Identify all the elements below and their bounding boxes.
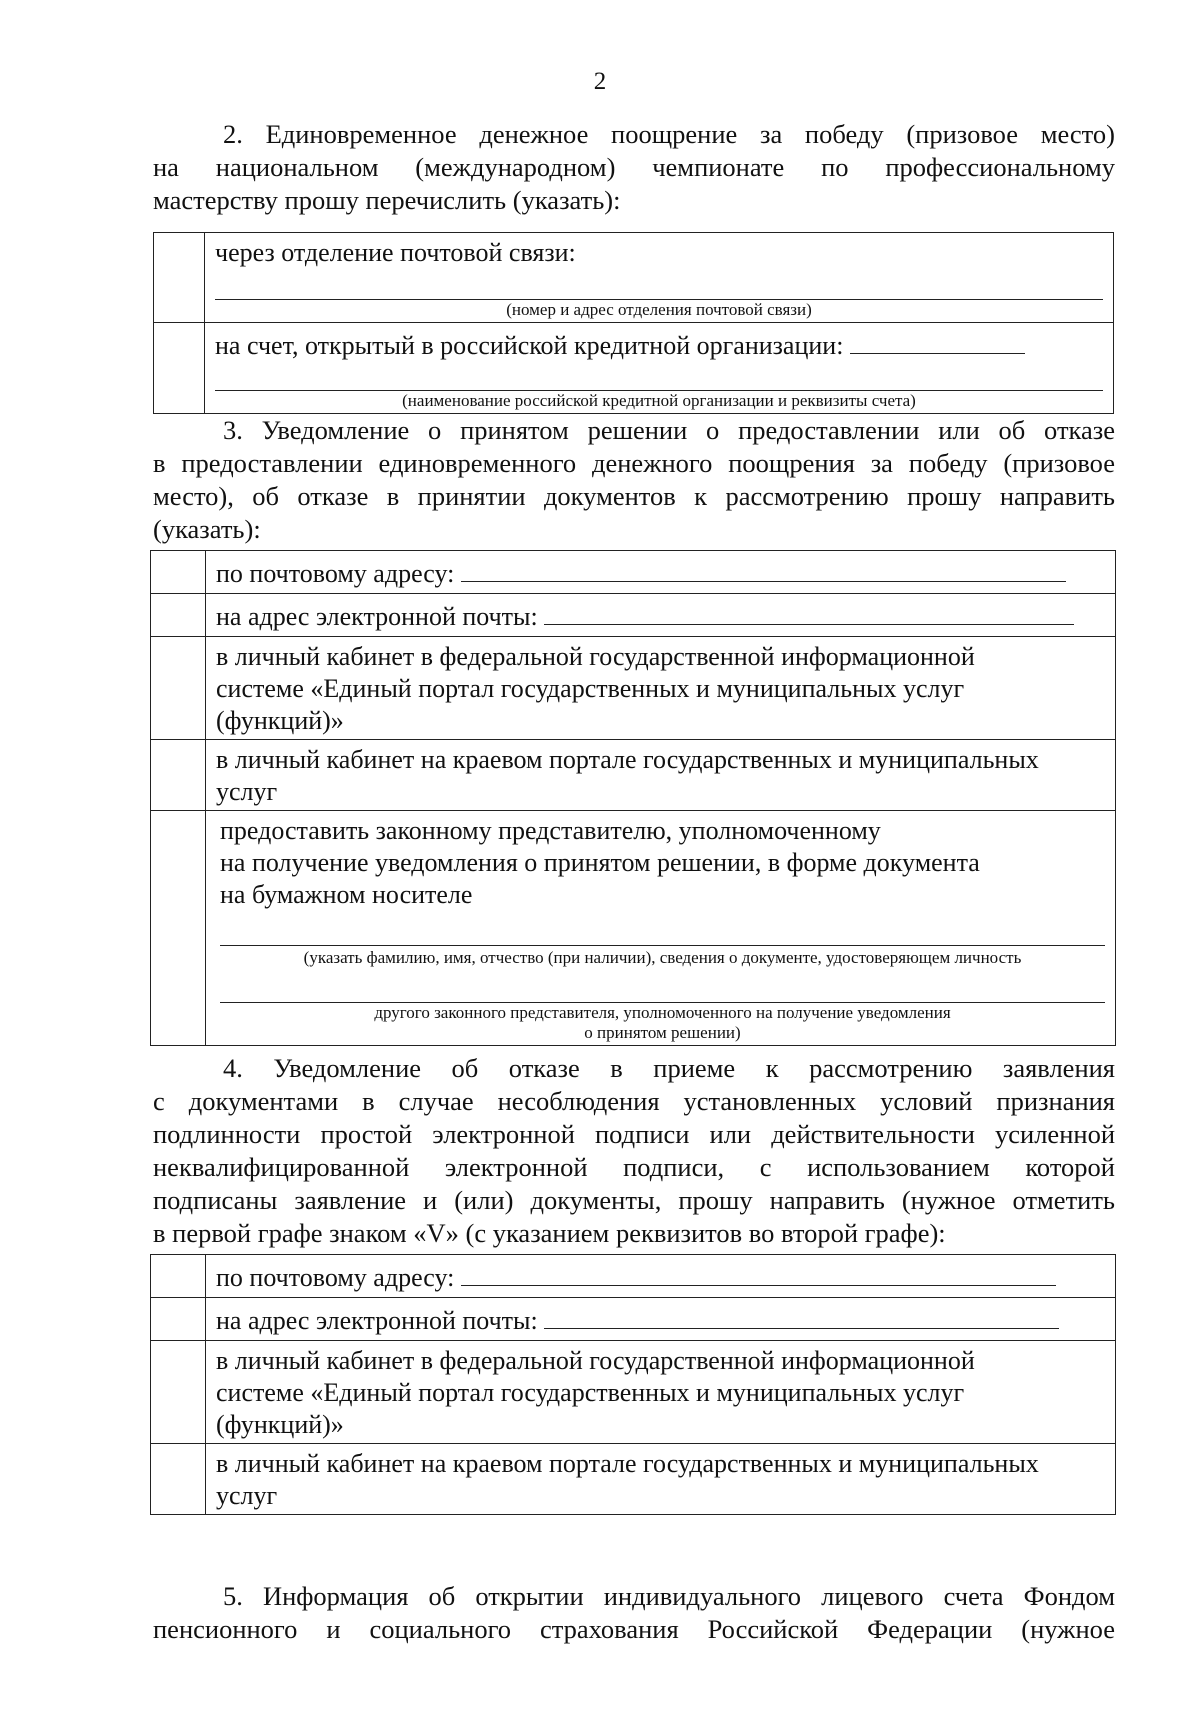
fill-line[interactable] <box>220 980 1105 1003</box>
fill-line[interactable] <box>461 555 1066 582</box>
option-postal-address <box>206 551 1116 594</box>
field-caption: (номер и адрес отделения почтовой связи) <box>506 300 812 319</box>
option-regional-portal-cabinet <box>206 740 1116 811</box>
section-4-line: в первой графе знаком «V» (с указанием реквизитов во второй графе): <box>153 1218 946 1248</box>
fill-line[interactable] <box>461 1259 1056 1286</box>
option-label: по почтовому адресу: <box>216 1263 455 1292</box>
option-checkbox-cell[interactable] <box>151 1341 206 1444</box>
option-gosuslugi-cabinet <box>206 637 1116 740</box>
option-text-line: предоставить законному представителю, уполномоченному <box>220 816 881 845</box>
section-4-line: подписаны заявление и (или) документы, прошу направить (нужное отметить <box>153 1185 1115 1215</box>
fill-line[interactable] <box>544 598 1074 625</box>
option-checkbox-cell[interactable] <box>151 1444 206 1515</box>
option-text-line: (функций)» <box>216 1410 344 1439</box>
option-checkbox-cell[interactable] <box>151 1298 206 1341</box>
field-caption: (указать фамилию, имя, отчество (при наличии), сведения о документе, удостоверяющем личность <box>303 948 1022 967</box>
section-4-line: подлинности простой электронной подписи или действительности усиленной <box>153 1119 1115 1149</box>
section-3-text <box>153 414 1115 546</box>
option-gosuslugi-cabinet <box>206 1341 1116 1444</box>
section-5-line: пенсионного и социального страхования Российской Федерации (нужное <box>153 1614 1115 1644</box>
option-checkbox-cell[interactable] <box>154 233 205 323</box>
section-2-text <box>153 118 1115 217</box>
field-caption: (наименование российской кредитной организации и реквизиты счета) <box>402 391 916 410</box>
fill-line[interactable] <box>220 923 1105 946</box>
option-text-line: в личный кабинет на краевом портале государственных и муниципальных <box>216 1449 1039 1478</box>
option-email <box>206 1298 1116 1341</box>
option-text-line: системе «Единый портал государственных и муниципальных услуг <box>216 1378 965 1407</box>
section-5-line: 5. Информация об открытии индивидуального лицевого счета Фондом <box>223 1581 1115 1611</box>
option-checkbox-cell[interactable] <box>154 323 205 414</box>
section-4-options-table <box>150 1254 1116 1515</box>
option-text-line: услуг <box>216 1481 278 1510</box>
fill-line[interactable] <box>215 368 1103 391</box>
option-checkbox-cell[interactable] <box>151 740 206 811</box>
option-postal-office <box>205 233 1114 323</box>
section-2-line: на национальном (международном) чемпионате по профессиональному <box>153 152 1115 182</box>
field-caption: о принятом решении) <box>584 1023 741 1042</box>
option-text-line: в личный кабинет в федеральной государственной информационной <box>216 642 975 671</box>
section-2-line: 2. Единовременное денежное поощрение за победу (призовое место) <box>223 119 1115 149</box>
field-caption: другого законного представителя, уполномоченного на получение уведомления <box>374 1003 951 1022</box>
option-email <box>206 594 1116 637</box>
option-text-line: в личный кабинет в федеральной государственной информационной <box>216 1346 975 1375</box>
option-text-line: на получение уведомления о принятом решении, в форме документа <box>220 848 980 877</box>
option-text-line: (функций)» <box>216 706 344 735</box>
page-number: 2 <box>593 68 607 95</box>
option-legal-representative <box>206 811 1116 1046</box>
section-4-line: неквалифицированной электронной подписи, с использованием которой <box>153 1152 1115 1182</box>
option-text-line: услуг <box>216 777 278 806</box>
section-3-line: 3. Уведомление о принятом решении о предоставлении или об отказе <box>223 415 1115 445</box>
option-label: на счет, открытый в российской кредитной организации: <box>215 327 1103 362</box>
section-4-line: с документами в случае несоблюдения установленных условий признания <box>153 1086 1115 1116</box>
fill-line[interactable] <box>850 327 1025 354</box>
section-4-line: 4. Уведомление об отказе в приеме к рассмотрению заявления <box>223 1053 1115 1083</box>
fill-line[interactable] <box>544 1302 1059 1329</box>
option-regional-portal-cabinet <box>206 1444 1116 1515</box>
option-label: на адрес электронной почты: <box>216 1306 538 1335</box>
section-3-line: в предоставлении единовременного денежного поощрения за победу (призовое <box>153 448 1115 478</box>
option-checkbox-cell[interactable] <box>151 637 206 740</box>
option-text-line: на бумажном носителе <box>220 880 473 909</box>
option-label: через отделение почтовой связи: <box>215 238 576 267</box>
section-5-text <box>153 1580 1115 1646</box>
option-checkbox-cell[interactable] <box>151 1255 206 1298</box>
option-checkbox-cell[interactable] <box>151 551 206 594</box>
option-text-line: системе «Единый портал государственных и муниципальных услуг <box>216 674 965 703</box>
section-2-options-table <box>153 232 1114 414</box>
section-4-text <box>153 1052 1115 1250</box>
option-label: по почтовому адресу: <box>216 559 455 588</box>
section-3-line: место), об отказе в принятии документов к рассмотрению прошу направить <box>153 481 1115 511</box>
option-bank-account <box>205 323 1114 414</box>
option-checkbox-cell[interactable] <box>151 811 206 1046</box>
section-3-line: (указать): <box>153 514 261 544</box>
fill-line[interactable] <box>215 277 1103 300</box>
option-text-line: в личный кабинет на краевом портале государственных и муниципальных <box>216 745 1039 774</box>
option-postal-address <box>206 1255 1116 1298</box>
option-label: на адрес электронной почты: <box>216 602 538 631</box>
section-2-line: мастерству прошу перечислить (указать): <box>153 185 621 215</box>
option-checkbox-cell[interactable] <box>151 594 206 637</box>
section-3-options-table <box>150 550 1116 1046</box>
